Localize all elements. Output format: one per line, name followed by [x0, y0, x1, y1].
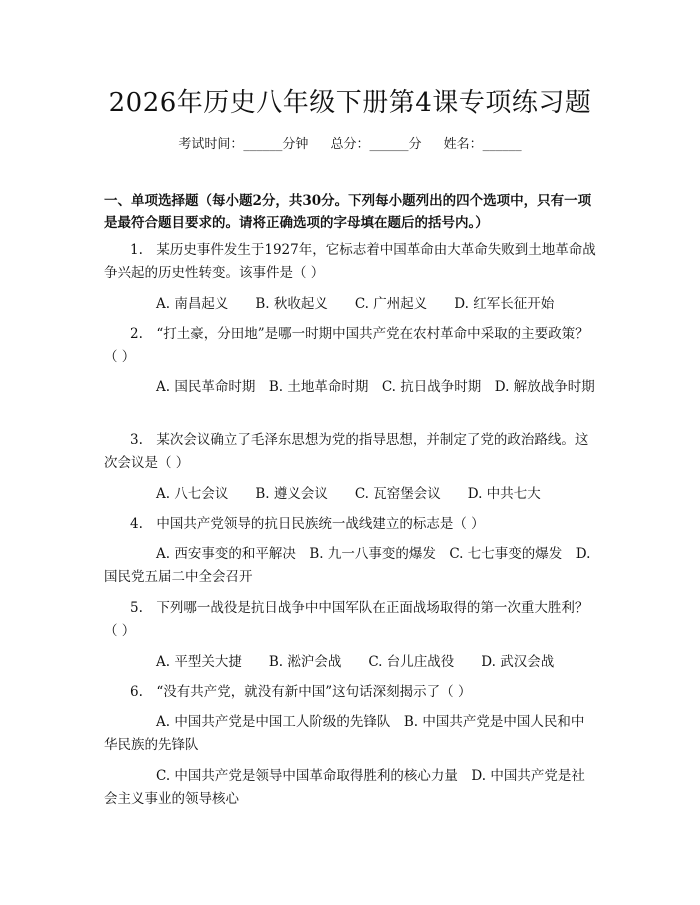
question-3-stem: 3. 某次会议确立了毛泽东思想为党的指导思想，并制定了党的政治路线。这次会议是（ ） — [104, 432, 589, 471]
question-4-options: A. 西安事变的和平解决 B. 九一八事变的爆发 C. 七七事变的爆发 D. 国民党五届二中全会召开 — [104, 546, 591, 585]
question-6-options-cd: C. 中国共产党是领导中国革命取得胜利的核心力量 D. 中国共产党是社会主义事业的领导核心 — [104, 768, 585, 807]
question-2-stem: 2. “打土豪，分田地”是哪一时期中国共产党在农村革命中采取的主要政策？（ ） — [104, 326, 589, 365]
question-5-stem: 5. 下列哪一战役是抗日战争中中国军队在正面战场取得的第一次重大胜利？（ ） — [104, 600, 589, 639]
question-5-options: A. 平型关大捷 B. 淞沪会战 C. 台儿庄战役 D. 武汉会战 — [156, 654, 555, 670]
exam-time: 考试时间：______分钟 — [178, 137, 309, 152]
question-6-options-ab: A. 中国共产党是中国工人阶级的先锋队 B. 中国共产党是中国人民和中华民族的先锋队 — [104, 714, 585, 753]
page-title: 2026年历史八年级下册第4课专项练习题 — [108, 88, 592, 118]
exam-score: 总分：______分 — [330, 137, 422, 152]
question-1-options: A. 南昌起义 B. 秋收起义 C. 广州起义 D. 红军长征开始 — [156, 296, 555, 312]
question-6-stem: 6. “没有共产党，就没有新中国”这句话深刻揭示了（ ） — [130, 684, 472, 700]
section-heading: 一、单项选择题（每小题2分，共30分。下列每小题列出的四个选项中，只有一项是最符合题目要求的。请将正确选项的字母填在题后的括号内。） — [104, 193, 592, 231]
question-4-stem: 4. 中国共产党领导的抗日民族统一战线建立的标志是（ ） — [130, 516, 485, 532]
question-2-options: A. 国民革命时期 B. 土地革命时期 C. 抗日战争时期 D. 解放战争时期 — [156, 379, 595, 395]
exam-meta — [0, 133, 700, 152]
question-1-stem: 1. 某历史事件发生于1927年，它标志着中国革命由大革命失败到土地革命战争兴起的历史性转变。该事件是（ ） — [104, 242, 596, 281]
student-name: 姓名：______ — [443, 137, 522, 152]
question-3-options: A. 八七会议 B. 遵义会议 C. 瓦窑堡会议 D. 中共七大 — [156, 486, 541, 502]
